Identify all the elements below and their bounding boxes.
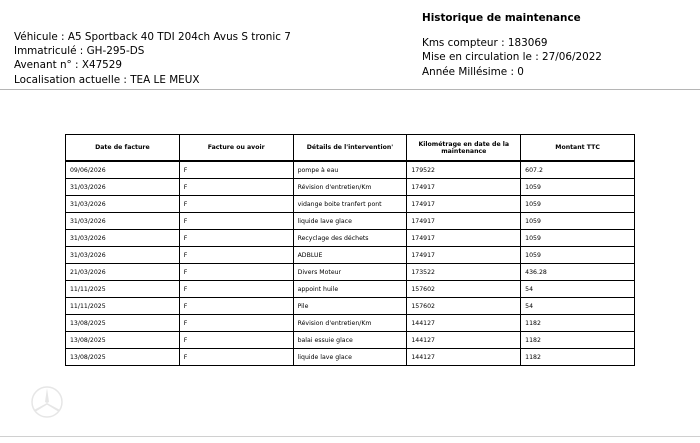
cell-date: 21/03/2026 — [66, 263, 179, 280]
footer-divider — [0, 436, 700, 437]
cell-details: Recyclage des déchets — [293, 229, 407, 246]
cell-date: 13/08/2025 — [66, 314, 179, 331]
first-registration: Mise en circulation le : 27/06/2022 — [422, 51, 602, 64]
cell-date: 31/03/2026 — [66, 246, 179, 263]
cell-amount: 436.28 — [520, 263, 634, 280]
cell-amount: 54 — [520, 280, 634, 297]
cell-mileage: 174917 — [406, 178, 520, 195]
cell-details: Révision d'entretien/Km — [293, 314, 407, 331]
cell-mileage: 179522 — [406, 161, 520, 178]
vehicle-registration: Immatriculé : GH-295-DS — [14, 45, 145, 58]
table-row — [66, 246, 634, 263]
cell-date: 09/06/2026 — [66, 161, 179, 178]
table-row — [66, 212, 634, 229]
cell-mileage: 174917 — [406, 195, 520, 212]
cell-amount: 1059 — [520, 229, 634, 246]
col-header-invoice-type: Facture ou avoir — [179, 135, 293, 161]
vehicle-amendment: Avenant n° : X47529 — [14, 59, 123, 72]
maintenance-table — [65, 134, 635, 366]
cell-invoice-type: F — [179, 195, 293, 212]
table-row — [66, 331, 634, 348]
cell-date: 11/11/2025 — [66, 297, 179, 314]
cell-invoice-type: F — [179, 161, 293, 178]
cell-invoice-type: F — [179, 348, 293, 365]
cell-mileage: 144127 — [406, 331, 520, 348]
cell-mileage: 157602 — [406, 297, 520, 314]
cell-invoice-type: F — [179, 280, 293, 297]
cell-amount: 1059 — [520, 178, 634, 195]
cell-details: ADBLUE — [293, 246, 407, 263]
cell-invoice-type: F — [179, 314, 293, 331]
cell-amount: 1182 — [520, 331, 634, 348]
cell-details: Pile — [293, 297, 407, 314]
table-row — [66, 161, 634, 178]
cell-mileage: 174917 — [406, 212, 520, 229]
table-row — [66, 263, 634, 280]
cell-details: liquide lave glace — [293, 348, 407, 365]
cell-details: pompe à eau — [293, 161, 407, 178]
mercedes-star-icon — [30, 385, 64, 419]
history-info — [422, 11, 602, 79]
cell-amount: 54 — [520, 297, 634, 314]
cell-details: Divers Moteur — [293, 263, 407, 280]
cell-details: Révision d'entretien/Km — [293, 178, 407, 195]
cell-date: 31/03/2026 — [66, 229, 179, 246]
cell-amount: 1182 — [520, 314, 634, 331]
table-row — [66, 297, 634, 314]
cell-invoice-type: F — [179, 331, 293, 348]
cell-invoice-type: F — [179, 263, 293, 280]
col-header-details: Détails de l'intervention' — [293, 135, 407, 161]
cell-date: 13/08/2025 — [66, 331, 179, 348]
cell-invoice-type: F — [179, 178, 293, 195]
history-title: Historique de maintenance — [422, 12, 581, 24]
col-header-mileage: Kilométrage en date de la maintenance — [406, 135, 520, 161]
table-row — [66, 195, 634, 212]
cell-amount: 1059 — [520, 195, 634, 212]
table-body — [66, 161, 634, 365]
cell-details: appoint huile — [293, 280, 407, 297]
cell-amount: 607.2 — [520, 161, 634, 178]
cell-invoice-type: F — [179, 297, 293, 314]
cell-details: liquide lave glace — [293, 212, 407, 229]
cell-date: 13/08/2025 — [66, 348, 179, 365]
maintenance-table-wrapper — [65, 134, 635, 366]
cell-mileage: 144127 — [406, 314, 520, 331]
table-header-row — [66, 135, 634, 161]
vehicle-model: Véhicule : A5 Sportback 40 TDI 204ch Avus S tronic 7 — [14, 31, 291, 43]
cell-date: 31/03/2026 — [66, 212, 179, 229]
cell-mileage: 157602 — [406, 280, 520, 297]
col-header-date: Date de facture — [66, 135, 179, 161]
vehicle-info — [14, 30, 291, 87]
header-divider — [0, 89, 700, 90]
cell-invoice-type: F — [179, 246, 293, 263]
cell-date: 11/11/2025 — [66, 280, 179, 297]
cell-mileage: 174917 — [406, 246, 520, 263]
table-row — [66, 178, 634, 195]
cell-mileage: 144127 — [406, 348, 520, 365]
cell-date: 31/03/2026 — [66, 195, 179, 212]
table-row — [66, 348, 634, 365]
odometer: Kms compteur : 183069 — [422, 37, 548, 50]
col-header-amount: Montant TTC — [520, 135, 634, 161]
model-year: Année Millésime : 0 — [422, 65, 524, 78]
cell-amount: 1059 — [520, 246, 634, 263]
table-row — [66, 280, 634, 297]
cell-details: balai essuie glace — [293, 331, 407, 348]
cell-mileage: 174917 — [406, 229, 520, 246]
table-row — [66, 314, 634, 331]
cell-date: 31/03/2026 — [66, 178, 179, 195]
cell-invoice-type: F — [179, 212, 293, 229]
cell-invoice-type: F — [179, 229, 293, 246]
cell-amount: 1182 — [520, 348, 634, 365]
table-row — [66, 229, 634, 246]
cell-amount: 1059 — [520, 212, 634, 229]
cell-mileage: 173522 — [406, 263, 520, 280]
vehicle-location: Localisation actuelle : TEA LE MEUX — [14, 73, 200, 86]
cell-details: vidange boite tranfert pont — [293, 195, 407, 212]
